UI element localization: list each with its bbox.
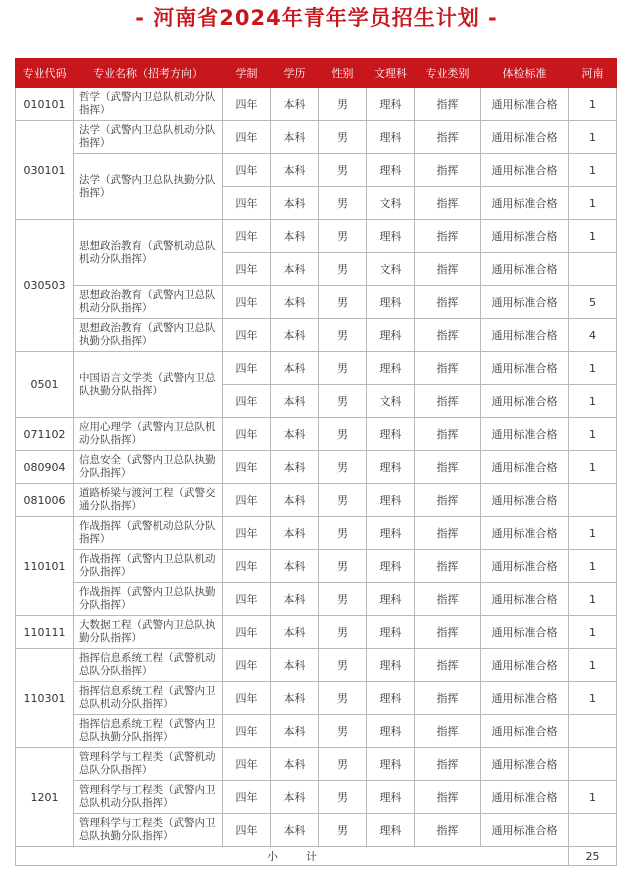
- major-name: 思想政治教育（武警机动总队机动分队指挥）: [74, 220, 223, 286]
- sex-cell: 男: [319, 385, 367, 418]
- years-cell: 四年: [223, 286, 271, 319]
- type-cell: 指挥: [415, 286, 481, 319]
- sex-cell: 男: [319, 550, 367, 583]
- years-cell: 四年: [223, 220, 271, 253]
- sex-cell: 男: [319, 484, 367, 517]
- subject-cell: 理科: [367, 451, 415, 484]
- table-row: [16, 352, 617, 385]
- years-cell: 四年: [223, 781, 271, 814]
- subject-cell: 理科: [367, 88, 415, 121]
- major-code: 0501: [16, 352, 74, 418]
- type-cell: 指挥: [415, 352, 481, 385]
- education-cell: 本科: [271, 286, 319, 319]
- exam-cell: 通用标准合格: [481, 220, 569, 253]
- type-cell: 指挥: [415, 121, 481, 154]
- table-row: [16, 121, 617, 154]
- major-name: 管理科学与工程类（武警内卫总队机动分队指挥）: [74, 781, 223, 814]
- sex-cell: 男: [319, 748, 367, 781]
- years-cell: 四年: [223, 814, 271, 847]
- sex-cell: 男: [319, 814, 367, 847]
- exam-cell: 通用标准合格: [481, 253, 569, 286]
- table-row: [16, 319, 617, 352]
- subject-cell: 理科: [367, 715, 415, 748]
- sex-cell: 男: [319, 517, 367, 550]
- exam-cell: 通用标准合格: [481, 451, 569, 484]
- years-cell: 四年: [223, 187, 271, 220]
- header-row: [16, 59, 617, 88]
- sex-cell: 男: [319, 88, 367, 121]
- table-row: [16, 220, 617, 253]
- sex-cell: 男: [319, 583, 367, 616]
- exam-cell: 通用标准合格: [481, 484, 569, 517]
- major-name: 道路桥梁与渡河工程（武警交通分队指挥）: [74, 484, 223, 517]
- exam-cell: 通用标准合格: [481, 154, 569, 187]
- table-row: [16, 154, 617, 187]
- table-row: [16, 715, 617, 748]
- header-education: 学历: [271, 59, 319, 88]
- years-cell: 四年: [223, 715, 271, 748]
- years-cell: 四年: [223, 253, 271, 286]
- subject-cell: 理科: [367, 550, 415, 583]
- sex-cell: 男: [319, 418, 367, 451]
- header-name: 专业名称（招考方向）: [74, 59, 223, 88]
- education-cell: 本科: [271, 649, 319, 682]
- subject-cell: 理科: [367, 121, 415, 154]
- type-cell: 指挥: [415, 517, 481, 550]
- sex-cell: 男: [319, 781, 367, 814]
- quota-cell: 1: [569, 451, 617, 484]
- years-cell: 四年: [223, 517, 271, 550]
- subtotal-row: [16, 847, 617, 866]
- years-cell: 四年: [223, 319, 271, 352]
- years-cell: 四年: [223, 88, 271, 121]
- quota-cell: 5: [569, 286, 617, 319]
- major-name: 思想政治教育（武警内卫总队机动分队指挥）: [74, 286, 223, 319]
- quota-cell: 1: [569, 781, 617, 814]
- years-cell: 四年: [223, 352, 271, 385]
- education-cell: 本科: [271, 484, 319, 517]
- exam-cell: 通用标准合格: [481, 583, 569, 616]
- education-cell: 本科: [271, 517, 319, 550]
- table-row: [16, 583, 617, 616]
- major-code: 110301: [16, 649, 74, 748]
- quota-cell: 1: [569, 385, 617, 418]
- table-row: [16, 682, 617, 715]
- major-name: 指挥信息系统工程（武警机动总队分队指挥）: [74, 649, 223, 682]
- major-name: 应用心理学（武警内卫总队机动分队指挥）: [74, 418, 223, 451]
- sex-cell: 男: [319, 616, 367, 649]
- table-row: [16, 484, 617, 517]
- major-name: 大数据工程（武警内卫总队执勤分队指挥）: [74, 616, 223, 649]
- education-cell: 本科: [271, 385, 319, 418]
- education-cell: 本科: [271, 88, 319, 121]
- major-name: 思想政治教育（武警内卫总队执勤分队指挥）: [74, 319, 223, 352]
- type-cell: 指挥: [415, 253, 481, 286]
- major-name: 指挥信息系统工程（武警内卫总队机动分队指挥）: [74, 682, 223, 715]
- quota-cell: 1: [569, 550, 617, 583]
- subject-cell: 理科: [367, 616, 415, 649]
- major-name: 作战指挥（武警内卫总队机动分队指挥）: [74, 550, 223, 583]
- type-cell: 指挥: [415, 451, 481, 484]
- subject-cell: 理科: [367, 583, 415, 616]
- major-name: 指挥信息系统工程（武警内卫总队执勤分队指挥）: [74, 715, 223, 748]
- education-cell: 本科: [271, 814, 319, 847]
- type-cell: 指挥: [415, 781, 481, 814]
- sex-cell: 男: [319, 220, 367, 253]
- education-cell: 本科: [271, 748, 319, 781]
- education-cell: 本科: [271, 550, 319, 583]
- years-cell: 四年: [223, 550, 271, 583]
- major-name: 管理科学与工程类（武警内卫总队执勤分队指挥）: [74, 814, 223, 847]
- subject-cell: 文科: [367, 187, 415, 220]
- major-name: 作战指挥（武警内卫总队执勤分队指挥）: [74, 583, 223, 616]
- type-cell: 指挥: [415, 814, 481, 847]
- type-cell: 指挥: [415, 220, 481, 253]
- table-row: [16, 451, 617, 484]
- header-type: 专业类别: [415, 59, 481, 88]
- sex-cell: 男: [319, 352, 367, 385]
- type-cell: 指挥: [415, 418, 481, 451]
- years-cell: 四年: [223, 682, 271, 715]
- major-code: 030503: [16, 220, 74, 352]
- years-cell: 四年: [223, 121, 271, 154]
- years-cell: 四年: [223, 484, 271, 517]
- exam-cell: 通用标准合格: [481, 385, 569, 418]
- major-name: 信息安全（武警内卫总队执勤分队指挥）: [74, 451, 223, 484]
- major-name: 法学（武警内卫总队执勤分队指挥）: [74, 154, 223, 220]
- exam-cell: 通用标准合格: [481, 682, 569, 715]
- subject-cell: 理科: [367, 781, 415, 814]
- sex-cell: 男: [319, 715, 367, 748]
- education-cell: 本科: [271, 253, 319, 286]
- subtotal-label: 小计: [16, 847, 569, 866]
- years-cell: 四年: [223, 748, 271, 781]
- subject-cell: 理科: [367, 517, 415, 550]
- exam-cell: 通用标准合格: [481, 715, 569, 748]
- subject-cell: 理科: [367, 682, 415, 715]
- sex-cell: 男: [319, 451, 367, 484]
- quota-cell: [569, 748, 617, 781]
- type-cell: 指挥: [415, 649, 481, 682]
- subject-cell: 理科: [367, 418, 415, 451]
- quota-cell: 1: [569, 649, 617, 682]
- years-cell: 四年: [223, 385, 271, 418]
- years-cell: 四年: [223, 451, 271, 484]
- quota-cell: 1: [569, 88, 617, 121]
- type-cell: 指挥: [415, 748, 481, 781]
- subject-cell: 理科: [367, 748, 415, 781]
- major-name: 哲学（武警内卫总队机动分队指挥）: [74, 88, 223, 121]
- exam-cell: 通用标准合格: [481, 550, 569, 583]
- type-cell: 指挥: [415, 682, 481, 715]
- header-years: 学制: [223, 59, 271, 88]
- major-code: 081006: [16, 484, 74, 517]
- subject-cell: 理科: [367, 352, 415, 385]
- exam-cell: 通用标准合格: [481, 616, 569, 649]
- major-code: 1201: [16, 748, 74, 847]
- header-exam: 体检标准: [481, 59, 569, 88]
- sex-cell: 男: [319, 319, 367, 352]
- page-title: - 河南省2024年青年学员招生计划 -: [135, 6, 498, 30]
- exam-cell: 通用标准合格: [481, 781, 569, 814]
- type-cell: 指挥: [415, 88, 481, 121]
- enrollment-table: [15, 58, 617, 866]
- major-code: 010101: [16, 88, 74, 121]
- subject-cell: 理科: [367, 154, 415, 187]
- table-row: [16, 616, 617, 649]
- subject-cell: 理科: [367, 286, 415, 319]
- quota-cell: 1: [569, 220, 617, 253]
- major-code: 080904: [16, 451, 74, 484]
- table-row: [16, 88, 617, 121]
- exam-cell: 通用标准合格: [481, 352, 569, 385]
- table-row: [16, 550, 617, 583]
- sex-cell: 男: [319, 187, 367, 220]
- exam-cell: 通用标准合格: [481, 319, 569, 352]
- years-cell: 四年: [223, 616, 271, 649]
- years-cell: 四年: [223, 418, 271, 451]
- sex-cell: 男: [319, 253, 367, 286]
- education-cell: 本科: [271, 682, 319, 715]
- table-row: [16, 814, 617, 847]
- sex-cell: 男: [319, 682, 367, 715]
- major-name: 中国语言文学类（武警内卫总队执勤分队指挥）: [74, 352, 223, 418]
- sex-cell: 男: [319, 286, 367, 319]
- major-code: 110111: [16, 616, 74, 649]
- sex-cell: 男: [319, 154, 367, 187]
- education-cell: 本科: [271, 121, 319, 154]
- education-cell: 本科: [271, 451, 319, 484]
- quota-cell: 1: [569, 682, 617, 715]
- exam-cell: 通用标准合格: [481, 649, 569, 682]
- major-code: 030101: [16, 121, 74, 220]
- education-cell: 本科: [271, 583, 319, 616]
- exam-cell: 通用标准合格: [481, 748, 569, 781]
- sex-cell: 男: [319, 649, 367, 682]
- table-row: [16, 748, 617, 781]
- table-row: [16, 418, 617, 451]
- type-cell: 指挥: [415, 319, 481, 352]
- education-cell: 本科: [271, 352, 319, 385]
- subtotal-value: 25: [569, 847, 617, 866]
- major-code: 071102: [16, 418, 74, 451]
- education-cell: 本科: [271, 616, 319, 649]
- type-cell: 指挥: [415, 550, 481, 583]
- education-cell: 本科: [271, 319, 319, 352]
- quota-cell: 1: [569, 616, 617, 649]
- table-row: [16, 286, 617, 319]
- education-cell: 本科: [271, 715, 319, 748]
- header-sex: 性别: [319, 59, 367, 88]
- quota-cell: [569, 715, 617, 748]
- quota-cell: 1: [569, 583, 617, 616]
- exam-cell: 通用标准合格: [481, 88, 569, 121]
- table-row: [16, 781, 617, 814]
- type-cell: 指挥: [415, 484, 481, 517]
- subject-cell: 理科: [367, 319, 415, 352]
- quota-cell: 1: [569, 187, 617, 220]
- education-cell: 本科: [271, 781, 319, 814]
- exam-cell: 通用标准合格: [481, 286, 569, 319]
- header-subject: 文理科: [367, 59, 415, 88]
- quota-cell: 1: [569, 154, 617, 187]
- years-cell: 四年: [223, 649, 271, 682]
- subject-cell: 理科: [367, 649, 415, 682]
- subject-cell: 理科: [367, 220, 415, 253]
- sex-cell: 男: [319, 121, 367, 154]
- subject-cell: 理科: [367, 484, 415, 517]
- type-cell: 指挥: [415, 187, 481, 220]
- major-name: 作战指挥（武警机动总队分队指挥）: [74, 517, 223, 550]
- table-row: [16, 517, 617, 550]
- quota-cell: [569, 484, 617, 517]
- quota-cell: 1: [569, 418, 617, 451]
- quota-cell: [569, 814, 617, 847]
- major-name: 管理科学与工程类（武警机动总队分队指挥）: [74, 748, 223, 781]
- type-cell: 指挥: [415, 154, 481, 187]
- type-cell: 指挥: [415, 616, 481, 649]
- type-cell: 指挥: [415, 385, 481, 418]
- years-cell: 四年: [223, 583, 271, 616]
- exam-cell: 通用标准合格: [481, 517, 569, 550]
- education-cell: 本科: [271, 220, 319, 253]
- quota-cell: 1: [569, 121, 617, 154]
- exam-cell: 通用标准合格: [481, 418, 569, 451]
- major-name: 法学（武警内卫总队机动分队指挥）: [74, 121, 223, 154]
- table-row: [16, 649, 617, 682]
- header-code: 专业代码: [16, 59, 74, 88]
- quota-cell: 1: [569, 352, 617, 385]
- education-cell: 本科: [271, 418, 319, 451]
- years-cell: 四年: [223, 154, 271, 187]
- education-cell: 本科: [271, 187, 319, 220]
- header-henan: 河南: [569, 59, 617, 88]
- education-cell: 本科: [271, 154, 319, 187]
- quota-cell: 4: [569, 319, 617, 352]
- exam-cell: 通用标准合格: [481, 187, 569, 220]
- type-cell: 指挥: [415, 583, 481, 616]
- exam-cell: 通用标准合格: [481, 814, 569, 847]
- major-code: 110101: [16, 517, 74, 616]
- subject-cell: 文科: [367, 385, 415, 418]
- subject-cell: 理科: [367, 814, 415, 847]
- quota-cell: [569, 253, 617, 286]
- exam-cell: 通用标准合格: [481, 121, 569, 154]
- type-cell: 指挥: [415, 715, 481, 748]
- quota-cell: 1: [569, 517, 617, 550]
- subject-cell: 文科: [367, 253, 415, 286]
